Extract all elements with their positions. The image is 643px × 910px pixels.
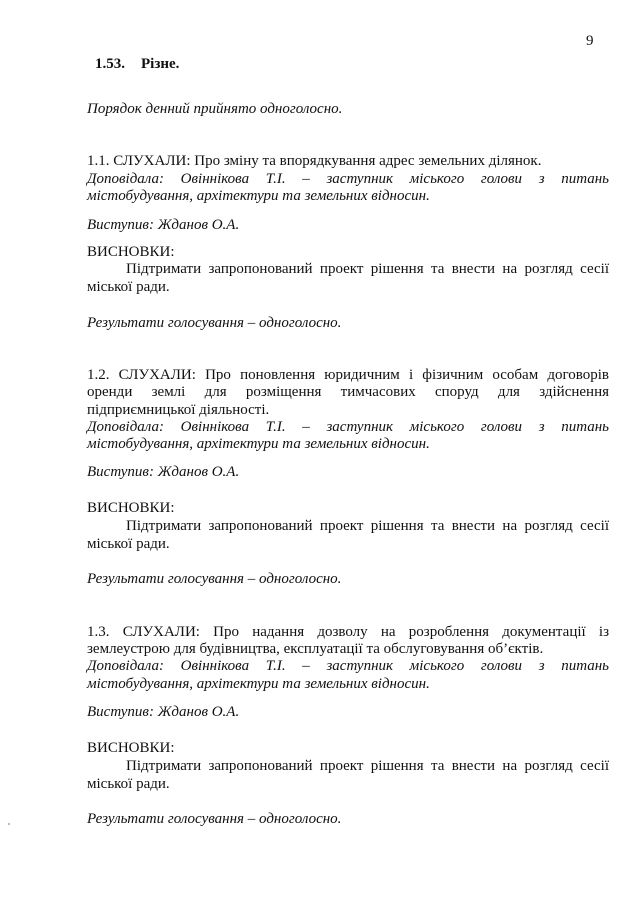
item-2-heard-line-2: оренди землі для розміщення тимчасових споруд для здійснення [87,384,609,400]
item-2-conclusion-line-1: Підтримати запропонований проект рішення та внести на розгляд сесії [126,518,609,534]
item-3-conclusion-line-1: Підтримати запропонований проект рішення та внести на розгляд сесії [126,758,609,774]
item-3-conclusion-line-2: міської ради. [87,776,170,792]
item-1-conclusion-line-1: Підтримати запропонований проект рішення та внести на розгляд сесії [126,261,609,277]
section-heading [95,56,179,73]
item-3-speaker-line-1: Доповідала: Овіннікова Т.І. – заступник міського голови з питань [87,658,609,674]
item-1-speaker-line-1: Доповідала: Овіннікова Т.І. – заступник міського голови з питань [87,171,609,187]
item-2-speech: Виступив: Жданов О.А. [87,464,240,480]
section-number: 1.53. [95,56,125,72]
item-2-heard-line-1: 1.2. СЛУХАЛИ: Про поновлення юридичним і фізичним особам договорів [87,367,609,383]
item-2-heard-line-3: підприємницької діяльності. [87,402,270,418]
item-1-speaker-line-2: містобудування, архітектури та земельних відносин. [87,188,430,204]
item-2-conclusion-line-2: міської ради. [87,536,170,552]
item-3-conclusions-label: ВИСНОВКИ: [87,740,175,756]
item-1-heard-line-1: 1.1. СЛУХАЛИ: Про зміну та впорядкування адрес земельних ділянок. [87,153,542,169]
item-3-heard-line-1: 1.3. СЛУХАЛИ: Про надання дозволу на розроблення документації із [87,624,609,640]
item-3-speech: Виступив: Жданов О.А. [87,704,240,720]
item-2-conclusions-label: ВИСНОВКИ: [87,500,175,516]
item-1-conclusions-label: ВИСНОВКИ: [87,244,175,260]
item-2-speaker-line-2: містобудування, архітектури та земельних відносин. [87,436,430,452]
item-1-speech: Виступив: Жданов О.А. [87,217,240,233]
agenda-note: Порядок денний прийнято одноголосно. [87,101,343,117]
section-title: Різне. [141,56,180,72]
item-2-speaker-line-1: Доповідала: Овіннікова Т.І. – заступник міського голови з питань [87,419,609,435]
item-3-heard-line-2: землеустрою для будівництва, експлуатації та обслуговування об’єктів. [87,641,544,657]
item-3-speaker-line-2: містобудування, архітектури та земельних відносин. [87,676,430,692]
scan-mark [8,823,10,825]
page-number: 9 [586,33,594,49]
item-1-vote-result: Результати голосування – одноголосно. [87,315,342,331]
item-1-conclusion-line-2: міської ради. [87,279,170,295]
item-3-vote-result: Результати голосування – одноголосно. [87,811,342,827]
item-2-vote-result: Результати голосування – одноголосно. [87,571,342,587]
